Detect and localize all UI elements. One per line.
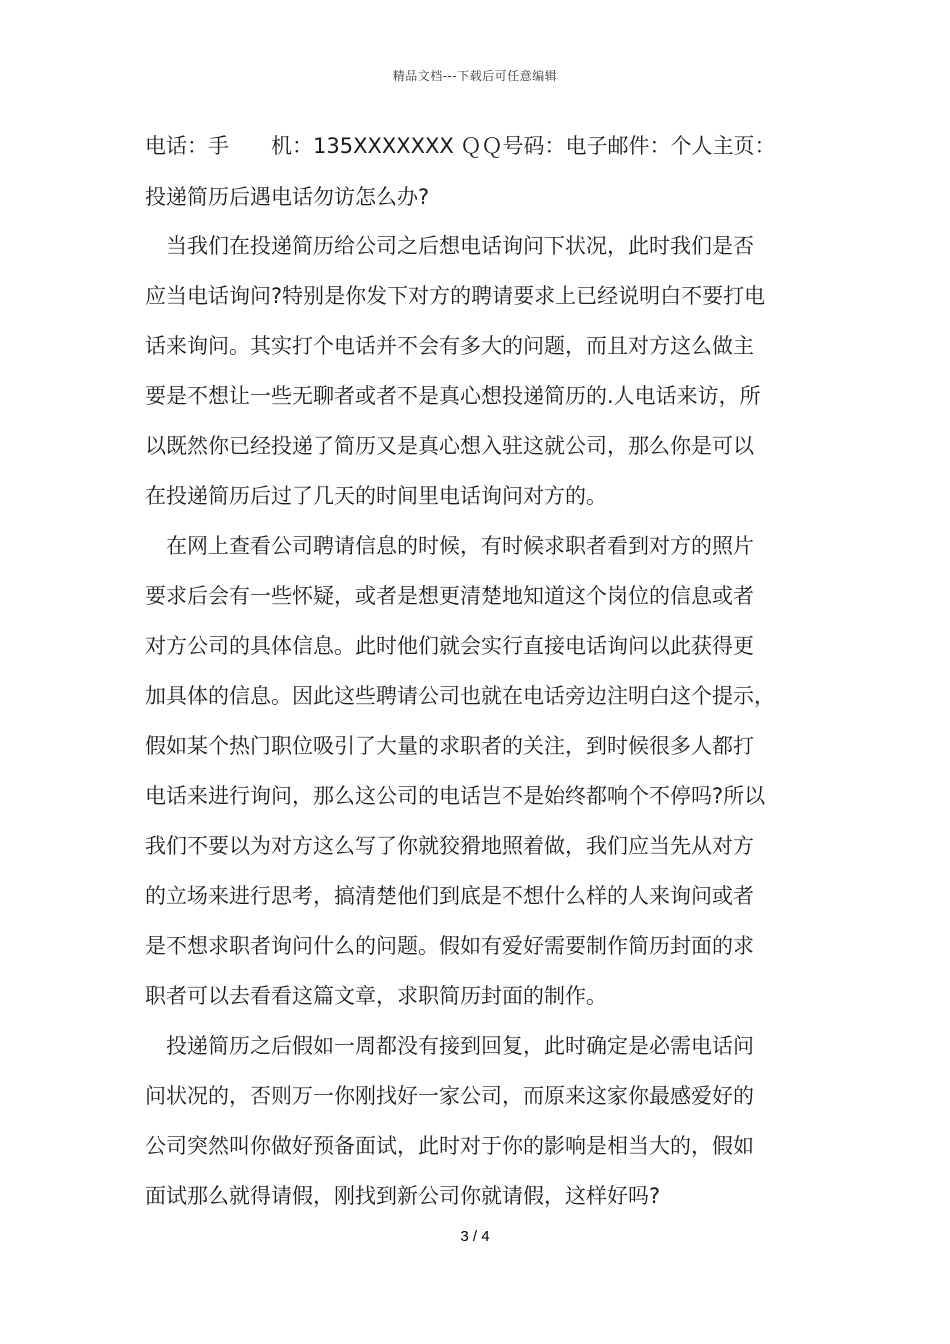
paragraph-line: 职者可以去看看这篇文章，求职简历封面的制作。	[145, 984, 607, 1008]
contact-info-line: 电话：手 机：135XXXXXXX ＱＱ号码：电子邮件：个人主页：	[145, 134, 776, 158]
paragraph-line: 的立场来进行思考，搞清楚他们到底是不想什么样的人来询问或者	[145, 884, 754, 908]
paragraph-line: 是不想求职者询问什么的问题。假如有爱好需要制作简历封面的求	[145, 934, 754, 958]
paragraph-1	[145, 228, 825, 515]
paragraph-line: 问状况的，否则万一你刚找好一家公司，而原来这家你最感爱好的	[145, 1084, 754, 1108]
paragraph-2	[145, 528, 825, 1015]
paragraph-line: 在投递简历后过了几天的时间里电话询问对方的。	[145, 484, 607, 508]
paragraph-line: 我们不要以为对方这么写了你就狡猾地照着做，我们应当先从对方	[145, 834, 754, 858]
paragraph-line: 面试那么就得请假，刚找到新公司你就请假，这样好吗?	[145, 1184, 661, 1208]
document-body	[145, 128, 825, 1228]
article-title: 投递简历后遇电话勿访怎么办?	[145, 185, 430, 209]
page-number: 3 / 4	[460, 1228, 490, 1245]
paragraph-line: 对方公司的具体信息。此时他们就会实行直接电话询问以此获得更	[145, 634, 754, 658]
paragraph-line: 电话来进行询问，那么这公司的电话岂不是始终都响个不停吗?所以	[145, 784, 766, 808]
paragraph-line: 话来询问。其实打个电话并不会有多大的问题，而且对方这么做主	[145, 334, 754, 358]
paragraph-line: 加具体的信息。因此这些聘请公司也就在电话旁边注明白这个提示，	[145, 684, 775, 708]
page-header: 精品文档---下载后可任意编辑	[392, 69, 558, 83]
paragraph-line: 应当电话询问?特别是你发下对方的聘请要求上已经说明白不要打电	[145, 284, 766, 308]
paragraph-line: 要是不想让一些无聊者或者不是真心想投递简历的.人电话来访，所	[145, 384, 761, 408]
paragraph-line: 投递简历之后假如一周都没有接到回复，此时确定是必需电话问	[166, 1034, 754, 1058]
paragraph-line: 以既然你已经投递了简历又是真心想入驻这就公司，那么你是可以	[145, 434, 754, 458]
paragraph-line: 要求后会有一些怀疑，或者是想更清楚地知道这个岗位的信息或者	[145, 584, 754, 608]
paragraph-line: 当我们在投递简历给公司之后想电话询问下状况，此时我们是否	[166, 234, 754, 258]
paragraph-line: 公司突然叫你做好预备面试，此时对于你的影响是相当大的，假如	[145, 1134, 754, 1158]
paragraph-line: 在网上查看公司聘请信息的时候，有时候求职者看到对方的照片	[166, 534, 754, 558]
paragraph-line: 假如某个热门职位吸引了大量的求职者的关注，到时候很多人都打	[145, 734, 754, 758]
paragraph-3	[145, 1028, 825, 1215]
